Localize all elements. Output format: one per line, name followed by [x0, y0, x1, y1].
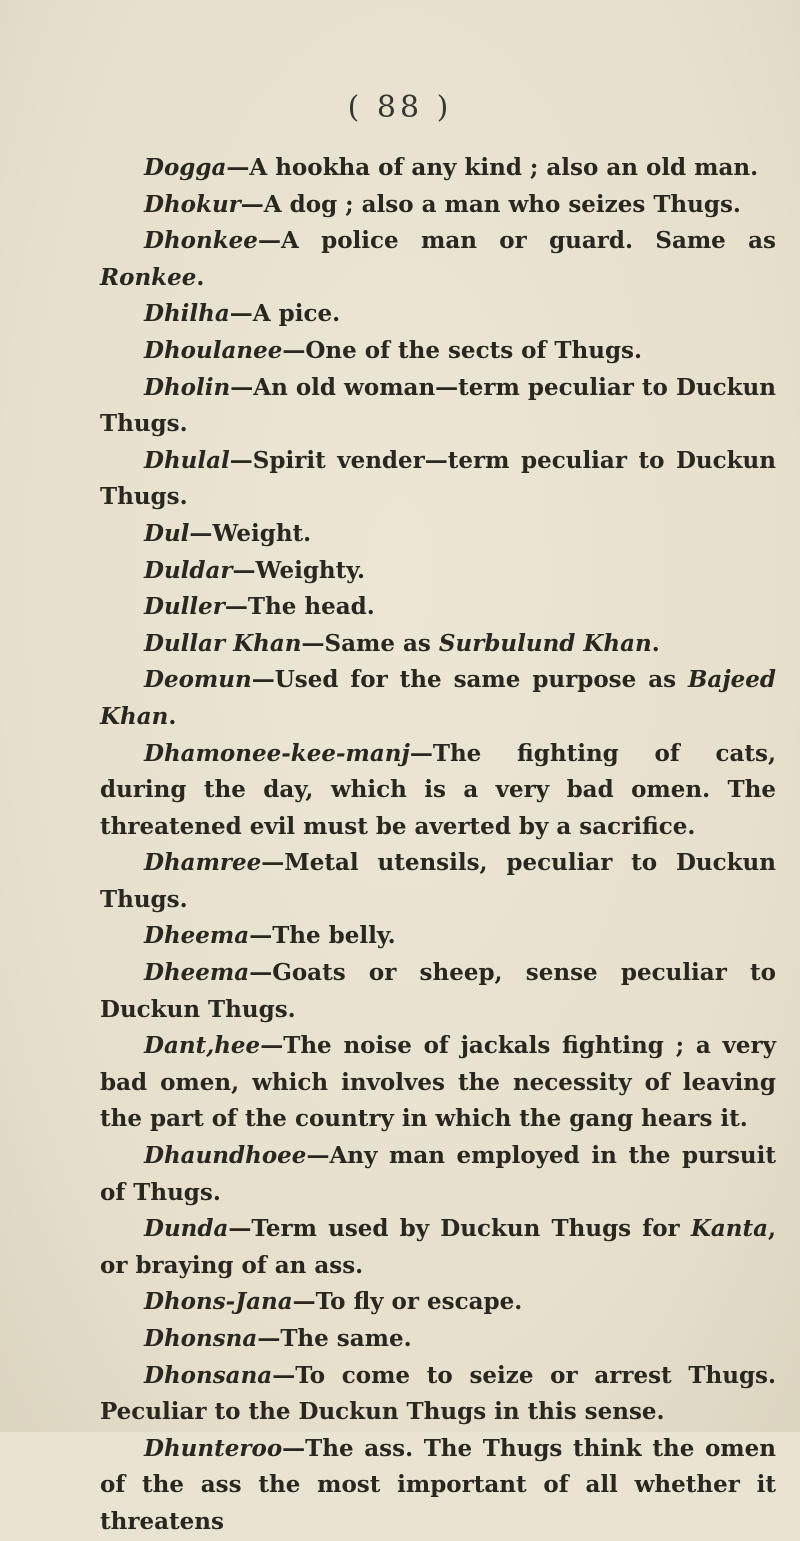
entry-term: Dhunteroo — [144, 1434, 283, 1462]
glossary-entry — [100, 589, 776, 626]
glossary-entry — [100, 187, 776, 224]
entry-definition: —The fighting of cats, during the day, which is a very bad omen. The threatened evil must be averted by a sacrifice. — [100, 739, 776, 840]
entry-definition: —An old woman—term peculiar to Duckun Thugs. — [100, 373, 776, 438]
entry-definition: —The head. — [224, 593, 375, 621]
entry-term: Dheema — [144, 922, 250, 950]
entry-definition: —Metal utensils, peculiar to Duckun Thugs. — [100, 849, 776, 913]
glossary-entry — [100, 1211, 776, 1284]
entry-term: Dhoulanee — [144, 336, 283, 364]
entry-definition: —The belly. — [249, 922, 396, 950]
entry-term: Dogga — [144, 154, 227, 181]
entry-definition-italic: Bajeed Khan — [100, 666, 776, 730]
glossary-entry — [100, 296, 776, 333]
entry-term: Dhonkee — [144, 227, 258, 255]
glossary-entry — [100, 223, 776, 296]
entry-definition: —A hookha of any kind ; also an old man. — [226, 154, 759, 181]
entry-definition: —Term used by Duckun Thugs for — [228, 1215, 691, 1243]
entry-term: Dhons-Jana — [144, 1288, 293, 1316]
glossary-entry — [100, 1138, 776, 1211]
entry-term: Dunda — [144, 1215, 229, 1243]
glossary-entry — [100, 333, 776, 370]
glossary-entry — [100, 955, 776, 1028]
glossary-entry — [100, 662, 776, 735]
entry-definition: —Any man employed in the pursuit of Thugs. — [100, 1142, 776, 1206]
entry-term: Dhaundhoee — [144, 1142, 307, 1170]
entry-term: Dul — [144, 519, 190, 547]
entry-definition: —Same as — [301, 629, 439, 657]
page-number: ( 88 ) — [347, 90, 453, 125]
entry-term: Dholin — [144, 373, 231, 401]
glossary-entry — [100, 1431, 776, 1541]
entry-term: Dhamree — [144, 849, 262, 877]
entry-definition: —A police man or guard. Same as — [257, 227, 776, 255]
entry-definition: —Weight. — [189, 519, 312, 547]
entry-definition: —A pice. — [229, 300, 341, 328]
entry-term: Deomun — [144, 666, 252, 694]
glossary-entry — [100, 150, 776, 187]
glossary-entry — [100, 370, 776, 443]
glossary-entry — [100, 626, 776, 663]
glossary-entry — [100, 918, 776, 955]
glossary-entry — [100, 1321, 776, 1358]
glossary-entry — [100, 1028, 776, 1138]
entry-definition: —The noise of jackals fighting ; a very bad omen, which involves the necessity of leaving the part of the country in which the gang hears it. — [100, 1032, 776, 1133]
glossary-entry — [100, 1284, 776, 1321]
entry-term: Dhokur — [144, 190, 241, 218]
glossary-entry — [100, 516, 776, 553]
entry-definition-italic: Surbulund Khan — [438, 629, 652, 657]
glossary-entry — [100, 1358, 776, 1431]
entry-definition: —To come to seize or arrest Thugs. Peculiar to the Duckun Thugs in this sense. — [100, 1361, 776, 1426]
entry-definition: —The ass. The Thugs think the omen of the ass the most important of all whether it threatens — [100, 1434, 776, 1535]
entry-term: Dhulal — [144, 446, 230, 474]
entry-definition-tail: . — [196, 263, 205, 291]
entry-definition: —One of the sects of Thugs. — [282, 336, 642, 364]
entry-term: Dullar Khan — [144, 629, 302, 657]
glossary-entry — [100, 845, 776, 918]
entry-definition: —A dog ; also a man who seizes Thugs. — [240, 190, 741, 218]
glossary-entry — [100, 443, 776, 516]
entry-definition: —To fly or escape. — [292, 1288, 523, 1316]
entry-definition-tail: , or braying of an ass. — [100, 1215, 776, 1279]
glossary-body — [100, 150, 776, 1541]
entry-definition: —Spirit vender—term peculiar to Duckun Thugs. — [100, 446, 776, 511]
entry-term: Dhonsna — [144, 1325, 258, 1352]
entry-definition: —Goats or sheep, sense peculiar to Duckun Thugs. — [100, 959, 776, 1023]
entry-term: Duller — [144, 593, 225, 621]
entry-definition-italic: Ronkee — [100, 263, 197, 291]
entry-term: Dhonsana — [144, 1361, 273, 1389]
entry-term: Dhamonee-kee-manj — [144, 739, 410, 767]
entry-term: Dhilha — [144, 300, 230, 328]
entry-definition-tail: . — [651, 629, 660, 657]
entry-definition: —Weighty. — [232, 556, 366, 584]
entry-term: Dant,hee — [144, 1032, 261, 1060]
entry-term: Dheema — [144, 959, 250, 987]
entry-definition-tail: . — [168, 702, 177, 730]
entry-definition-italic: Kanta — [690, 1215, 768, 1243]
glossary-entry — [100, 736, 776, 846]
entry-definition: —Used for the same purpose as — [251, 666, 688, 694]
entry-term: Duldar — [144, 556, 233, 584]
entry-definition: —The same. — [257, 1325, 412, 1352]
glossary-entry — [100, 553, 776, 590]
